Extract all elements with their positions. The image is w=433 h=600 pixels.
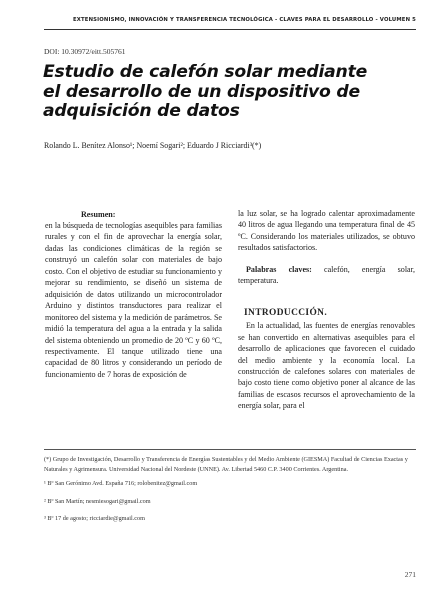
footnote-rule (44, 449, 416, 450)
authors: Rolando L. Benítez Alonso¹; Noemí Sogari²; Eduardo J Ricciardi³(*) (44, 141, 262, 150)
title-line: adquisición de datos (43, 101, 240, 121)
title-line: el desarrollo de un dispositivo de (43, 81, 360, 102)
abstract-continuation: la luz solar, se ha logrado calentar aproximadamente 40 litros de agua llegando una temperatura final de 45 ºC. Considerando los materiales utilizados, se obtuvo resultados satisfactorios. (238, 209, 415, 253)
footnote-3: ³ Bº 17 de agosto; ricciardie@gmail.com (44, 514, 145, 522)
header-rule (44, 29, 416, 30)
footnote-2: ² Bº San Martín; nesmiesogari@gmail.com (44, 497, 151, 505)
footnotes (44, 455, 416, 531)
abstract-text: en la búsqueda de tecnologías asequibles para familias rurales y con el fin de aprovechar la energía solar, dadas las condiciones climáticas de la región se construyó un calefón solar con materiales de bajo costo. Con el objetivo de estudiar su funcionamiento y mejorar su rendimiento, se diseñó un sistema de adquisición de datos utilizando un microcontrolador Arduino y distintos transductores para realizar el monitoreo del sistema y la medición de parámetros. Se midió la temperatura del agua a la entrada y la salida del sistema obteniendo un promedio de 20 ºC y 60 ºC, respectivamente. El tanque utilizado tiene una capacidad de 80 litros y considerando un período de funcionamiento de 7 horas de exposición de (45, 221, 222, 379)
article-title (43, 63, 421, 122)
left-column (45, 209, 222, 380)
running-head: EXTENSIONISMO, INNOVACIÓN Y TRANSFERENCIA TECNOLÓGICA - CLAVES PARA EL DESARROLLO - VOLUMEN 5 (73, 17, 416, 23)
page-number: 271 (404, 570, 416, 579)
introduction-text: En la actualidad, las fuentes de energías renovables se han convertido en alternativas asequibles para el desarrollo de aplicaciones que favorecen el cuidado del medio ambiente y la economía local. La construcción de calefones solares con materiales de bajo costo tiene como objetivo poner al alcance de las familias de escasos recursos el aprovechamiento de la energía solar, para el (238, 321, 415, 411)
right-column (238, 208, 415, 412)
doi: DOI: 10.30972/eitt.505761 (44, 47, 126, 56)
abstract-label: Resumen: (81, 210, 116, 219)
keywords-text: calefón, energía solar, temperatura. (238, 264, 415, 286)
keywords-label: Palabras claves: (246, 264, 312, 274)
title-line: Estudio de calefón solar mediante (43, 62, 368, 82)
section-heading-introduction: INTRODUCCIÓN. (244, 307, 328, 318)
keywords (238, 264, 415, 287)
footnote-1: ¹ Bº San Gerónimo Avd. España 716; rolobenitez@gmail.com (44, 480, 198, 488)
footnote-affiliation: (*) Grupo de Investigación, Desarrollo y Transferencia de Energías Sustentables y del Medio Ambiente (GIESMA) Facultad de Ciencias Exactas y Naturales y Agrimensura. Universidad Nacional del Nordeste (UNNE). Av. Libertad 5460 C.P. 3400 Corrientes. Argentina. (44, 456, 408, 474)
